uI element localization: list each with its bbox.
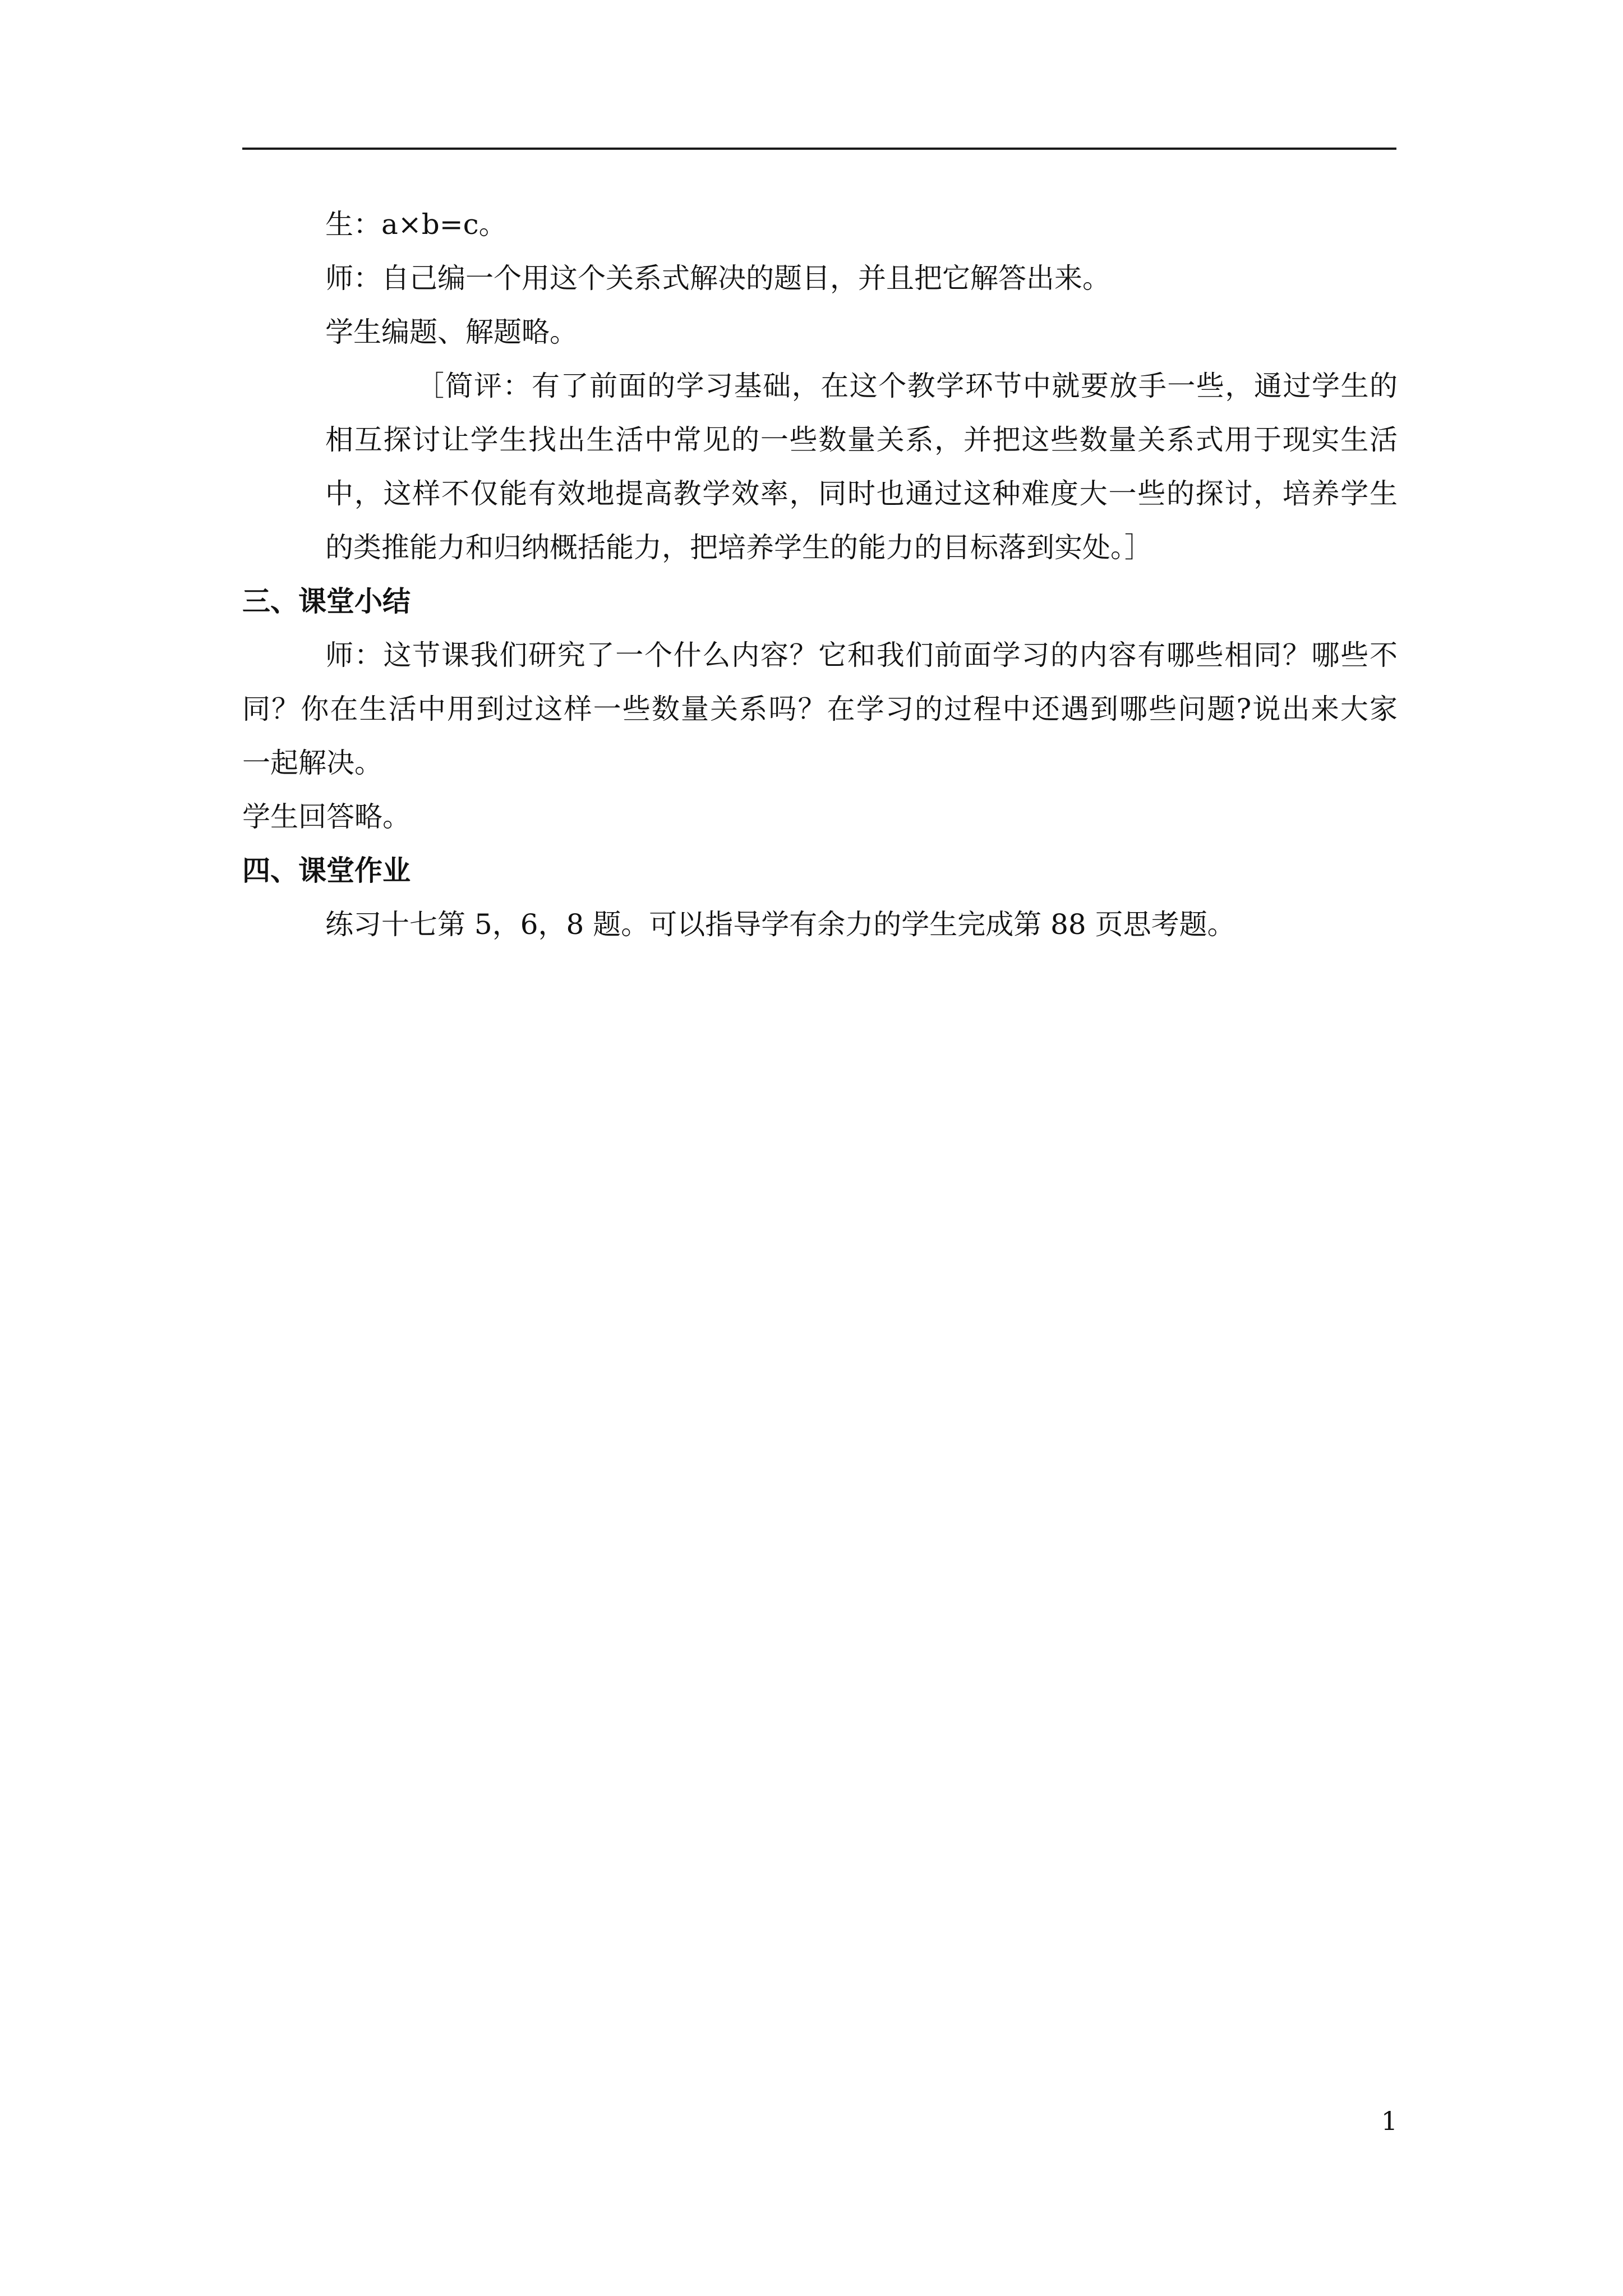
commentary-line-3: 中，这样不仅能有效地提高教学效率，同时也通过这种难度大一些的探讨，培养学生 — [325, 477, 1398, 510]
commentary-line-1: ［简评：有了前面的学习基础，在这个教学环节中就要放手一些，通过学生的 — [416, 370, 1398, 402]
student-response-line: 学生回答略。 — [242, 800, 411, 833]
summary-line-3: 一起解决。 — [242, 747, 382, 779]
summary-paragraph — [242, 638, 1398, 780]
commentary-line-4: 的类推能力和归纳概括能力，把培养学生的能力的目标落到实处。］ — [325, 531, 1152, 564]
homework-line: 练习十七第 5，6，8 题。可以指导学有余力的学生完成第 88 页思考题。 — [325, 908, 1235, 941]
commentary-note — [242, 369, 1398, 564]
summary-line-2: 同？你在生活中用到过这样一些数量关系吗？在学习的过程中还遇到哪些问题?说出来大家 — [242, 693, 1398, 725]
page-number: 1 — [1381, 2106, 1398, 2136]
student-answer-line: 生：a×b=c。 — [325, 208, 507, 241]
summary-line-1: 师：这节课我们研究了一个什么内容？它和我们前面学习的内容有哪些相同？哪些不 — [325, 639, 1398, 671]
commentary-line-2: 相互探讨让学生找出生活中常见的一些数量关系，并把这些数量关系式用于现实生活 — [325, 424, 1398, 456]
section-heading-summary: 三、课堂小结 — [242, 585, 411, 618]
student-activity-line: 学生编题、解题略。 — [325, 316, 578, 348]
teacher-instruction-line: 师：自己编一个用这个关系式解决的题目，并且把它解答出来。 — [325, 262, 1110, 295]
section-heading-homework: 四、课堂作业 — [242, 854, 411, 887]
document-body — [242, 208, 1398, 961]
header-rule — [242, 148, 1396, 150]
